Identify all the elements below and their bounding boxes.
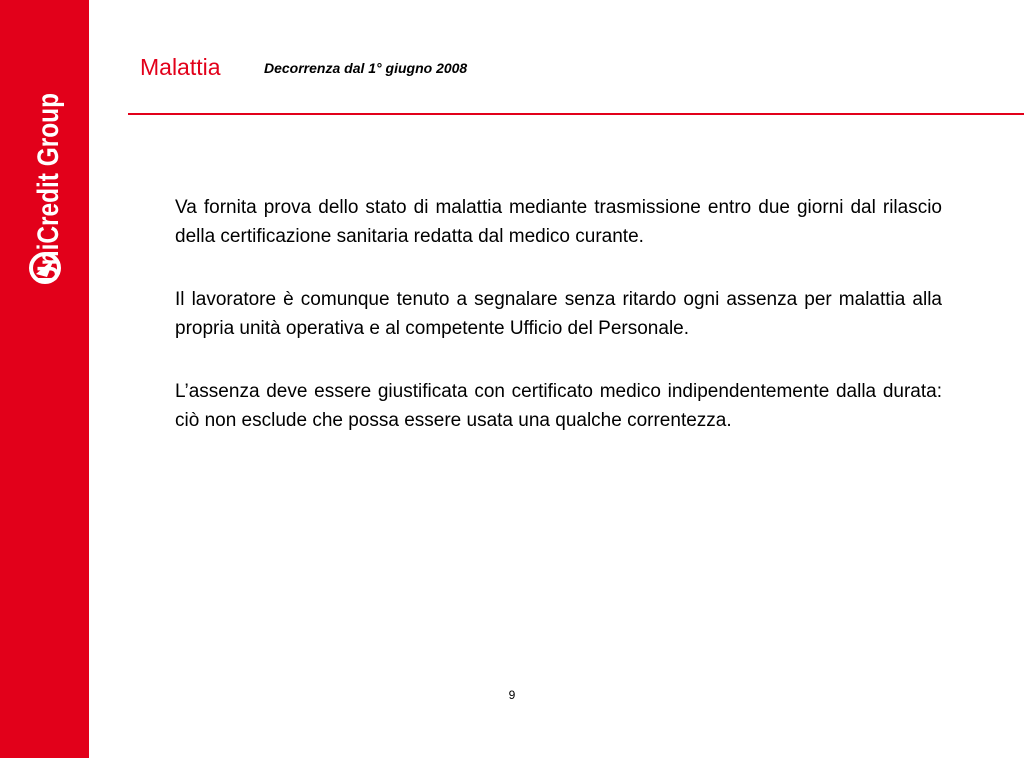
header-divider xyxy=(128,113,1024,115)
paragraph-2: Il lavoratore è comunque tenuto a segnalare senza ritardo ogni assenza per malattia alla propria unità operativa e al competente Ufficio del Personale. xyxy=(175,289,942,339)
page-subtitle: Decorrenza dal 1° giugno 2008 xyxy=(264,60,468,76)
unicredit-logo xyxy=(17,25,73,295)
slide-body xyxy=(175,193,942,469)
paragraph-3: L’assenza deve essere giustificata con certificato medico indipendentemente dalla durata: ciò non esclude che possa essere usata una qualche correntezza. xyxy=(175,381,942,431)
paragraph-1: Va fornita prova dello stato di malattia mediante trasmissione entro due giorni dal rilascio della certificazione sanitaria redatta dal medico curante. xyxy=(175,197,942,247)
page-title: Malattia xyxy=(140,54,221,80)
page-number: 9 xyxy=(508,688,516,702)
brand-sidebar xyxy=(0,0,89,758)
brand-wordmark: UniCredit Group xyxy=(32,49,65,283)
